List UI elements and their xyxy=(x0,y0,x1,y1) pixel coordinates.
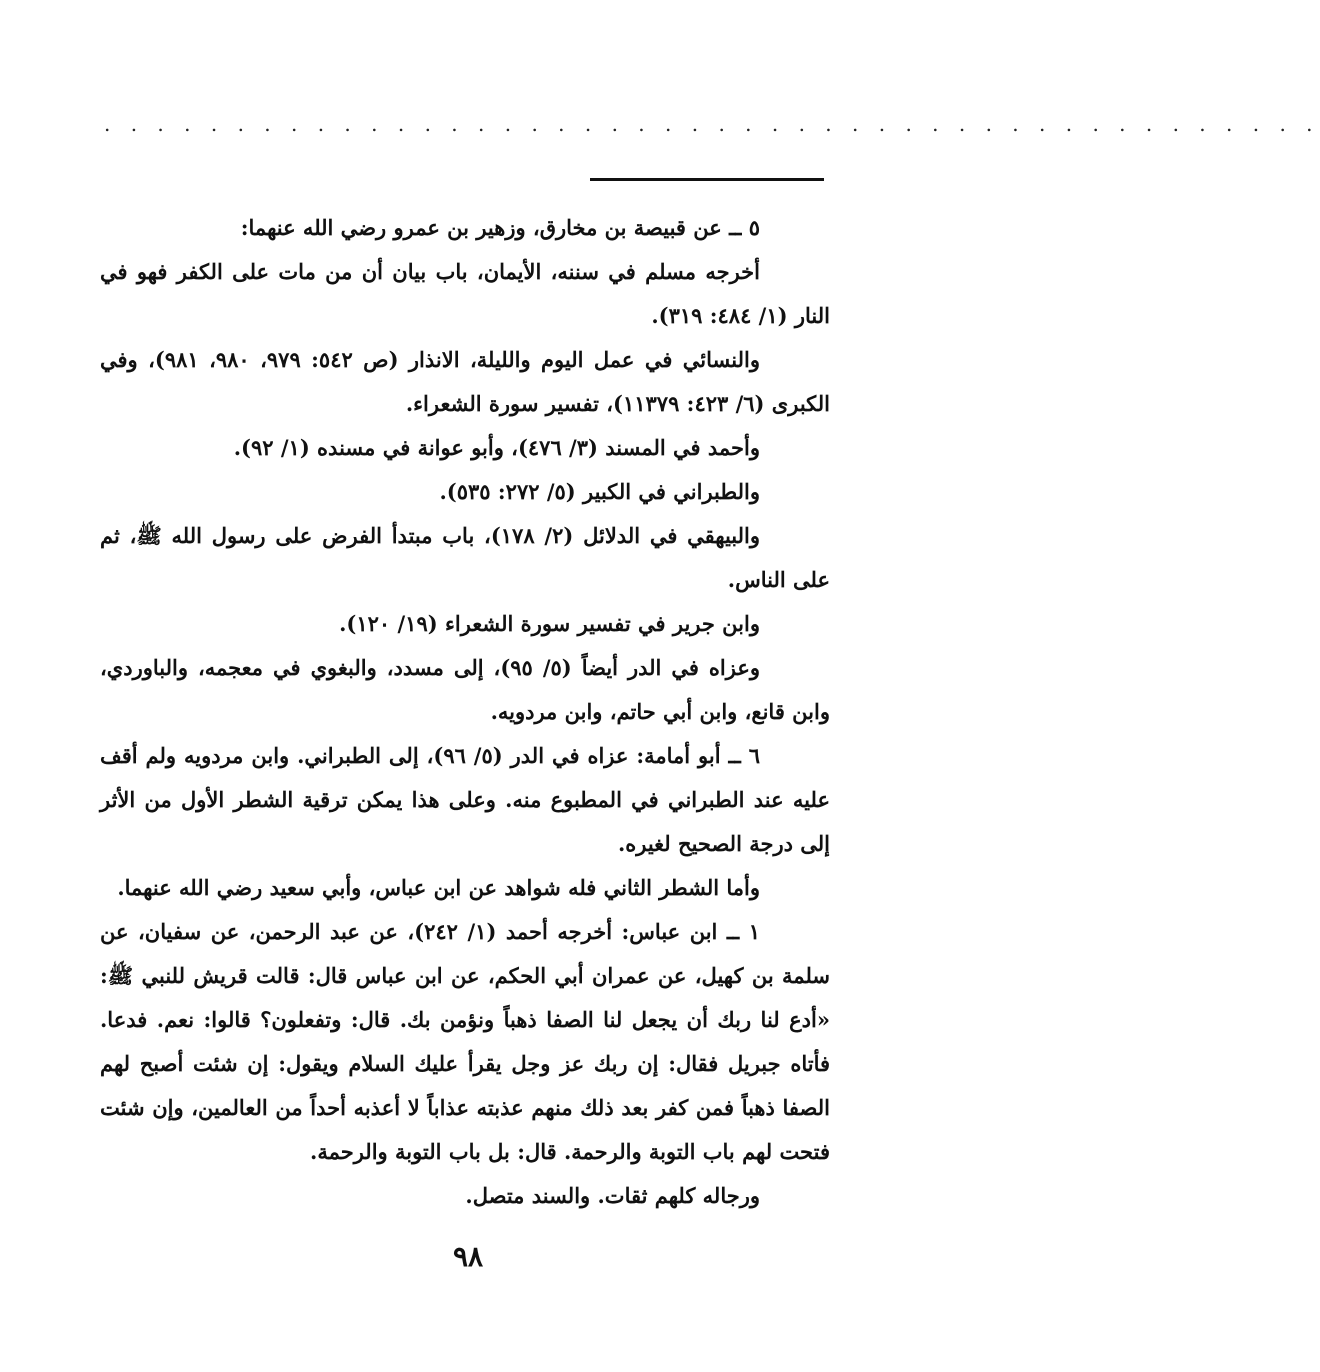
page-number: ٩٨ xyxy=(452,1240,484,1273)
paragraph-2: أخرجه مسلم في سننه، الأيمان، باب بيان أن من مات على الكفر فهو في النار (١/ ٤٨٤: ٣١٩). xyxy=(100,259,830,328)
paragraph-4: وأحمد في المسند (٣/ ٤٧٦)، وأبو عوانة في مسنده (١/ ٩٢). xyxy=(233,435,760,460)
paragraph-8: وعزاه في الدر أيضاً (٥/ ٩٥)، إلى مسدد، والبغوي في معجمه، والباوردي، وابن قانع، وابن أبي حاتم، وابن مردويه. xyxy=(100,655,830,724)
header-dotted-line: . . . . . . . . . . . . . . . . . . . . . . . . . . . . . . . . . . . . . . . . . . . . . . xyxy=(104,112,1320,136)
paragraph-6: والبيهقي في الدلائل (٢/ ١٧٨)، باب مبتدأ الفرض على رسول الله ﷺ، ثم على الناس. xyxy=(100,523,830,592)
paragraph-10: وأما الشطر الثاني فله شواهد عن ابن عباس، وأبي سعيد رضي الله عنهما. xyxy=(117,875,760,900)
paragraph-3: والنسائي في عمل اليوم والليلة، الانذار (ص ٥٤٢: ٩٧٩، ٩٨٠، ٩٨١)، وفي الكبرى (٦/ ٤٢٣: ١١٣٧٩)، تفسير سورة الشعراء. xyxy=(100,347,830,416)
paragraph-11: ١ ــ ابن عباس: أخرجه أحمد (١/ ٢٤٢)، عن عبد الرحمن، عن سفيان، عن سلمة بن كهيل، عن عمران أبي الحكم، عن ابن عباس قال: قالت قريش للنبي ﷺ: «أدع لنا ربك أن يجعل لنا الصفا ذهباً ونؤمن بك. قال: وتفعلون؟ قالوا: نعم. فدعا. فأتاه جبريل فقال: إن ربك عز وجل يقرأ عليك السلام ويقول: إن شئت أصبح لهم الصفا ذهباً فمن كفر بعد ذلك منهم عذبته عذاباً لا أعذبه أحداً من العالمين، وإن شئت فتحت لهم باب التوبة والرحمة. قال: بل باب التوبة والرحمة. xyxy=(100,919,830,1164)
paragraph-5: والطبراني في الكبير (٥/ ٢٧٢: ٥٣٥). xyxy=(439,479,760,504)
paragraph-7: وابن جرير في تفسير سورة الشعراء (١٩/ ١٢٠). xyxy=(339,611,760,636)
paragraph-9: ٦ ــ أبو أمامة: عزاه في الدر (٥/ ٩٦)، إلى الطبراني. وابن مردويه ولم أقف عليه عند الطبراني في المطبوع منه. وعلى هذا يمكن ترقية الشطر الأول من الأثر إلى درجة الصحيح لغيره. xyxy=(100,743,830,856)
footnote-separator-rule xyxy=(590,178,824,181)
paragraph-12: ورجاله كلهم ثقات. والسند متصل. xyxy=(465,1183,760,1208)
footnote-body xyxy=(100,206,830,1218)
paragraph-1: ٥ ــ عن قبيصة بن مخارق، وزهير بن عمرو رضي الله عنهما: xyxy=(240,215,760,240)
